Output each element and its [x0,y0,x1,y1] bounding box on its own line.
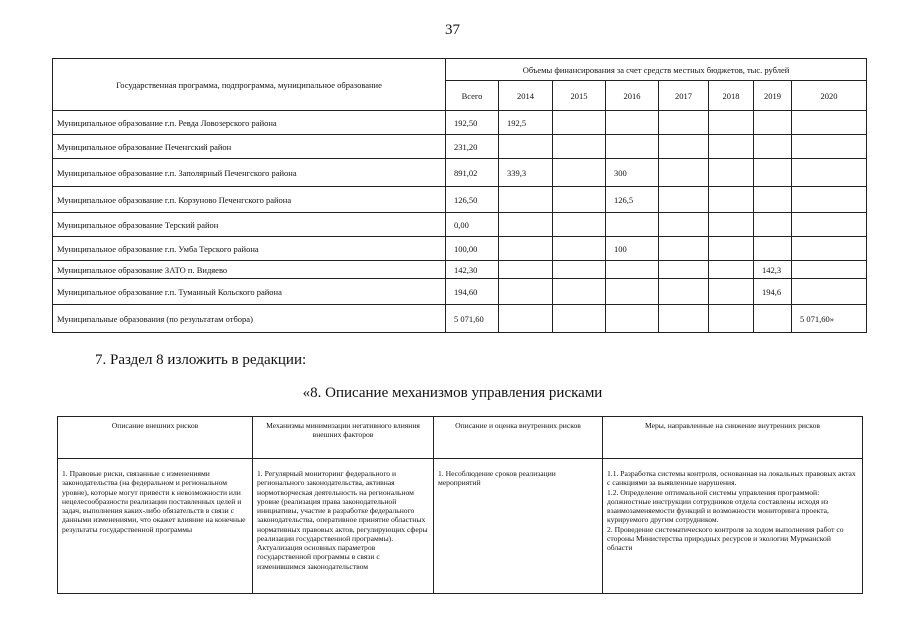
amount-cell [709,305,754,333]
amount-cell [606,279,659,305]
amount-cell [659,279,709,305]
amount-cell: 142,30 [446,261,499,279]
amount-cell [709,261,754,279]
risk-cell: 1. Несоблюдение сроков реализации мероприятий [434,459,603,594]
amount-cell [553,111,606,135]
table-row [53,237,867,261]
municipality-name: Муниципальное образование г.п. Корзуново Печенгского района [53,187,446,213]
table-row [53,213,867,237]
amount-cell [606,213,659,237]
municipality-name: Муниципальное образование Терский район [53,213,446,237]
risk-column-header: Описание внешних рисков [58,417,253,459]
risk-cell: 1. Регулярный мониторинг федерального и регионального законодательства, активная нормотворческая деятельность на региональном уровне (реализация права законодательной инициативы, участие в разработке федерального законодательства, оперативное принятие областных нормативных правовых актов, регулирующих сферы реализации государственной программы). Актуализация основных параметров государственной программы в связи с изменившимся законодательством [253,459,434,594]
amount-cell: 300 [606,159,659,187]
amount-cell [553,261,606,279]
amount-cell [709,111,754,135]
amount-cell [792,187,867,213]
municipality-name: Муниципальные образования (по результатам отбора) [53,305,446,333]
amount-cell [659,111,709,135]
risk-column-header: Меры, направленные на снижение внутренних рисков [603,417,863,459]
page-number: 37 [445,22,460,38]
amount-cell [553,159,606,187]
amount-cell: 0,00 [446,213,499,237]
table-row [53,135,867,159]
year-column-header: 2015 [553,81,606,111]
amount-cell [553,213,606,237]
amount-cell [709,159,754,187]
year-column-header: 2018 [709,81,754,111]
amount-cell: 5 071,60 [446,305,499,333]
risk-column-header: Описание и оценка внутренних рисков [434,417,603,459]
amount-cell [659,213,709,237]
amount-cell [709,213,754,237]
table-row [53,111,867,135]
municipality-name: Муниципальное образование г.п. Умба Терского района [53,237,446,261]
program-column-header: Государственная программа, подпрограмма, муниципальное образование [53,59,446,111]
year-column-header: Всего [446,81,499,111]
amount-cell [754,213,792,237]
amount-cell [606,111,659,135]
amount-cell: 194,60 [446,279,499,305]
section-heading: 7. Раздел 8 изложить в редакции: [95,352,307,368]
municipality-name: Муниципальное образование Печенгский район [53,135,446,159]
amount-cell [499,261,553,279]
amount-cell [754,237,792,261]
table-row [53,159,867,187]
amount-cell: 194,6 [754,279,792,305]
amount-cell [709,135,754,159]
subsection-title: «8. Описание механизмов управления рисками [302,385,603,401]
amount-cell: 126,5 [606,187,659,213]
risk-cell: 1.1. Разработка системы контроля, основанная на локальных правовых актах с санкциями за выявленные нарушения. 1.2. Определение оптимальной системы управления программой: должностные инструкции сотрудников отдела составлены исходя из взаимозаменяемости функций и возможности мониторинга проекта, курируемого другим сотрудником. 2. Проведение систематического контроля за ходом выполнения работ со стороны Министерства природных ресурсов и экологии Мурманской области [603,459,863,594]
risk-table [57,416,863,594]
amount-cell: 192,5 [499,111,553,135]
amount-cell [659,305,709,333]
risk-cell: 1. Правовые риски, связанные с изменениями законодательства (на федеральном и региональном уровне), которые могут привести к невозможности или нецелесообразности реализации поставленных целей и задач, выполнения каких-либо обязательств в связи с данными изменениями, что окажет влияние на конечные результаты государственной программы [58,459,253,594]
amount-cell [499,135,553,159]
amount-cell [792,159,867,187]
risk-column-header: Механизмы минимизации негативного влияния внешних факторов [253,417,434,459]
amount-cell [553,305,606,333]
amount-cell [659,135,709,159]
amount-cell [754,111,792,135]
table-row [53,279,867,305]
amount-cell [792,111,867,135]
municipality-name: Муниципальное образование г.п. Туманный Кольского района [53,279,446,305]
amount-cell [792,279,867,305]
municipality-name: Муниципальное образование г.п. Ревда Ловозерского района [53,111,446,135]
amount-cell [499,213,553,237]
table-row [53,187,867,213]
year-column-header: 2020 [792,81,867,111]
amount-cell [754,135,792,159]
amount-cell [553,135,606,159]
year-column-header: 2014 [499,81,553,111]
amount-cell [606,261,659,279]
amount-cell: 5 071,60» [792,305,867,333]
amount-cell [709,279,754,305]
financing-table [52,58,867,333]
amount-cell [754,305,792,333]
amount-cell [659,187,709,213]
table-row [53,261,867,279]
municipality-name: Муниципальное образование ЗАТО п. Видяево [53,261,446,279]
amount-cell: 142,3 [754,261,792,279]
amount-cell: 192,50 [446,111,499,135]
amount-cell [754,187,792,213]
amount-cell [792,261,867,279]
amount-cell: 100 [606,237,659,261]
funding-column-header: Объемы финансирования за счет средств местных бюджетов, тыс. рублей [446,59,867,81]
municipality-name: Муниципальное образование г.п. Заполярный Печенгского района [53,159,446,187]
amount-cell [606,305,659,333]
year-column-header: 2016 [606,81,659,111]
amount-cell [499,187,553,213]
amount-cell [499,237,553,261]
amount-cell: 891,02 [446,159,499,187]
amount-cell [659,261,709,279]
amount-cell [709,237,754,261]
amount-cell [659,237,709,261]
amount-cell: 231,20 [446,135,499,159]
amount-cell [754,159,792,187]
amount-cell: 339,3 [499,159,553,187]
table-row [53,305,867,333]
amount-cell [553,279,606,305]
amount-cell: 126,50 [446,187,499,213]
amount-cell [606,135,659,159]
amount-cell [499,305,553,333]
amount-cell [499,279,553,305]
year-column-header: 2017 [659,81,709,111]
amount-cell [792,213,867,237]
amount-cell: 100,00 [446,237,499,261]
year-column-header: 2019 [754,81,792,111]
amount-cell [553,237,606,261]
amount-cell [792,135,867,159]
amount-cell [792,237,867,261]
amount-cell [659,159,709,187]
amount-cell [709,187,754,213]
amount-cell [553,187,606,213]
